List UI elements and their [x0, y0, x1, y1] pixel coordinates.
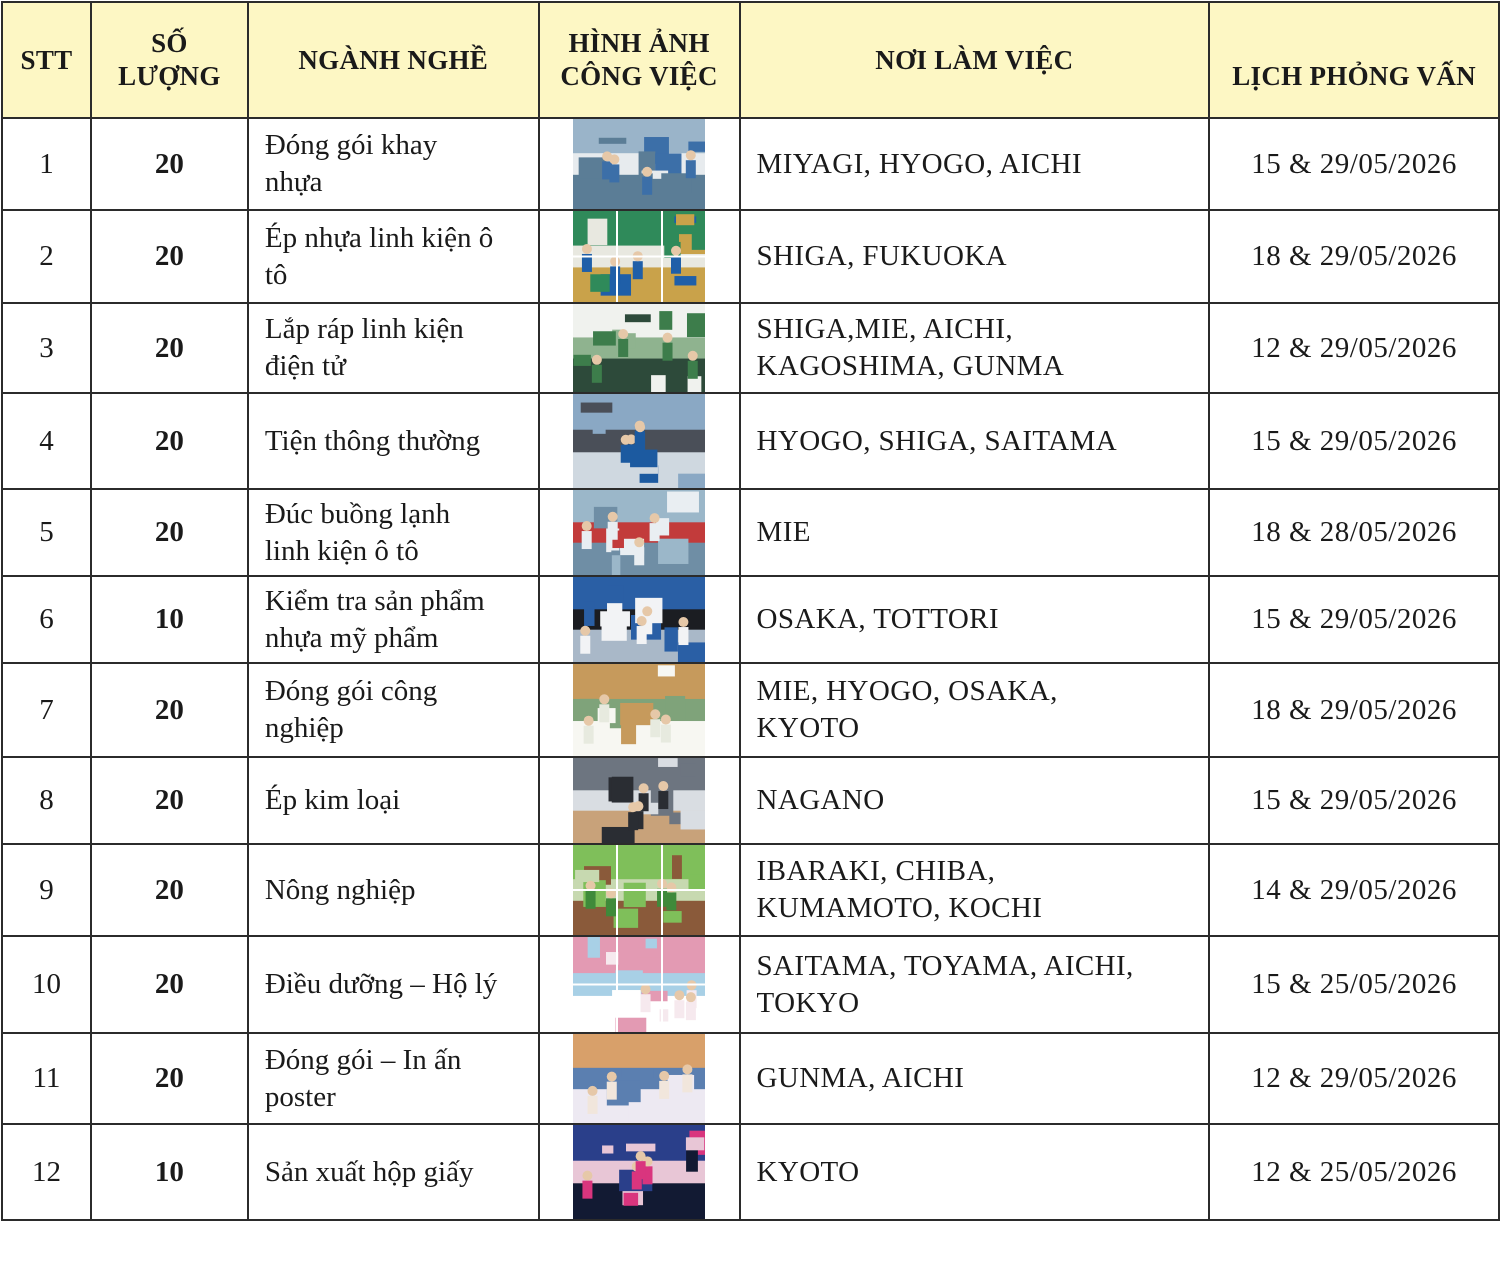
- row-stt: 6: [2, 576, 91, 663]
- row-stt: 8: [2, 757, 91, 844]
- row-date: 15 & 29/05/2026: [1209, 757, 1499, 844]
- row-date: 18 & 29/05/2026: [1209, 210, 1499, 303]
- header-schedule: LỊCH PHỎNG VẤN: [1209, 2, 1499, 118]
- row-image: [539, 757, 740, 844]
- row-stt: 9: [2, 844, 91, 936]
- row-quantity: 20: [91, 303, 248, 393]
- row-location: OSAKA, TOTTORI: [740, 576, 1210, 663]
- job-photo: [573, 490, 705, 575]
- row-location: MIE: [740, 489, 1210, 576]
- row-location: SHIGA,MIE, AICHI, KAGOSHIMA, GUNMA: [740, 303, 1210, 393]
- table-row: [2, 1124, 1499, 1220]
- nursing-collage-icon: [573, 937, 705, 1032]
- header-job: NGÀNH NGHỀ: [248, 2, 539, 118]
- row-location: KYOTO: [740, 1124, 1210, 1220]
- job-photo: [573, 845, 705, 935]
- row-date: 15 & 29/05/2026: [1209, 118, 1499, 210]
- job-photo: [573, 211, 705, 302]
- table-row: [2, 303, 1499, 393]
- job-photo: [573, 577, 705, 662]
- row-location: SHIGA, FUKUOKA: [740, 210, 1210, 303]
- row-quantity: 10: [91, 576, 248, 663]
- assembly-line-green-icon: [573, 304, 705, 392]
- row-quantity: 20: [91, 1033, 248, 1124]
- row-image: [539, 303, 740, 393]
- row-location: IBARAKI, CHIBA, KUMAMOTO, KOCHI: [740, 844, 1210, 936]
- row-image: [539, 393, 740, 489]
- row-image: [539, 663, 740, 757]
- row-quantity: 20: [91, 489, 248, 576]
- row-location: HYOGO, SHIGA, SAITAMA: [740, 393, 1210, 489]
- table-row: [2, 1033, 1499, 1124]
- row-stt: 7: [2, 663, 91, 757]
- row-date: 12 & 25/05/2026: [1209, 1124, 1499, 1220]
- row-image: [539, 936, 740, 1033]
- table-row: [2, 393, 1499, 489]
- job-table: [1, 1, 1500, 1221]
- row-location: SAITAMA, TOYAMA, AICHI, TOKYO: [740, 936, 1210, 1033]
- row-quantity: 20: [91, 663, 248, 757]
- table-row: [2, 210, 1499, 303]
- header-image: HÌNH ẢNH CÔNG VIỆC: [539, 2, 740, 118]
- row-job: Đóng gói công nghiệp: [248, 663, 539, 757]
- header-location: NƠI LÀM VIỆC: [740, 2, 1210, 118]
- inspection-white-icon: [573, 577, 705, 662]
- row-job: Ép kim loại: [248, 757, 539, 844]
- row-stt: 4: [2, 393, 91, 489]
- row-date: 18 & 29/05/2026: [1209, 663, 1499, 757]
- table-row: [2, 844, 1499, 936]
- metal-press-icon: [573, 758, 705, 843]
- row-stt: 10: [2, 936, 91, 1033]
- row-image: [539, 118, 740, 210]
- table-row: [2, 663, 1499, 757]
- job-photo: [573, 1034, 705, 1123]
- packing-boxes-icon: [573, 664, 705, 756]
- farming-collage-icon: [573, 845, 705, 935]
- row-image: [539, 1124, 740, 1220]
- row-image: [539, 489, 740, 576]
- row-image: [539, 210, 740, 303]
- table-row: [2, 118, 1499, 210]
- table-row: [2, 576, 1499, 663]
- job-photo: [573, 1125, 705, 1219]
- header-stt: STT: [2, 2, 91, 118]
- row-job: Kiểm tra sản phẩm nhựa mỹ phẩm: [248, 576, 539, 663]
- row-quantity: 20: [91, 210, 248, 303]
- job-photo: [573, 937, 705, 1032]
- paper-boxes-icon: [573, 1125, 705, 1219]
- row-stt: 1: [2, 118, 91, 210]
- row-date: 12 & 29/05/2026: [1209, 1033, 1499, 1124]
- row-location: GUNMA, AICHI: [740, 1033, 1210, 1124]
- row-job: Đóng gói – In ấn poster: [248, 1033, 539, 1124]
- job-photo: [573, 664, 705, 756]
- job-photo: [573, 119, 705, 209]
- print-packing-icon: [573, 1034, 705, 1123]
- lathe-workers-blue-icon: [573, 394, 705, 488]
- row-date: 14 & 29/05/2026: [1209, 844, 1499, 936]
- factory-machines-icon: [573, 119, 705, 209]
- row-quantity: 20: [91, 757, 248, 844]
- row-date: 15 & 29/05/2026: [1209, 393, 1499, 489]
- row-job: Nông nghiệp: [248, 844, 539, 936]
- header-row: [2, 2, 1499, 118]
- row-job: Tiện thông thường: [248, 393, 539, 489]
- row-date: 18 & 28/05/2026: [1209, 489, 1499, 576]
- table-row: [2, 936, 1499, 1033]
- row-stt: 5: [2, 489, 91, 576]
- row-image: [539, 844, 740, 936]
- row-quantity: 10: [91, 1124, 248, 1220]
- row-image: [539, 1033, 740, 1124]
- row-date: 15 & 25/05/2026: [1209, 936, 1499, 1033]
- row-quantity: 20: [91, 393, 248, 489]
- job-photo: [573, 394, 705, 488]
- row-job: Sản xuất hộp giấy: [248, 1124, 539, 1220]
- job-photo: [573, 758, 705, 843]
- job-photo: [573, 304, 705, 392]
- collage-workers-blue-icon: [573, 211, 705, 302]
- row-job: Đúc buồng lạnh linh kiện ô tô: [248, 489, 539, 576]
- row-job: Đóng gói khay nhựa: [248, 118, 539, 210]
- row-stt: 2: [2, 210, 91, 303]
- row-location: NAGANO: [740, 757, 1210, 844]
- row-job: Lắp ráp linh kiện điện tử: [248, 303, 539, 393]
- row-quantity: 20: [91, 844, 248, 936]
- row-date: 15 & 29/05/2026: [1209, 576, 1499, 663]
- row-location: MIE, HYOGO, OSAKA, KYOTO: [740, 663, 1210, 757]
- row-image: [539, 576, 740, 663]
- table-row: [2, 757, 1499, 844]
- row-job: Ép nhựa linh kiện ô tô: [248, 210, 539, 303]
- row-stt: 12: [2, 1124, 91, 1220]
- row-location: MIYAGI, HYOGO, AICHI: [740, 118, 1210, 210]
- clean-hall-icon: [573, 490, 705, 575]
- row-stt: 11: [2, 1033, 91, 1124]
- row-quantity: 20: [91, 936, 248, 1033]
- row-stt: 3: [2, 303, 91, 393]
- header-quantity: SỐ LƯỢNG: [91, 2, 248, 118]
- row-date: 12 & 29/05/2026: [1209, 303, 1499, 393]
- table-row: [2, 489, 1499, 576]
- row-quantity: 20: [91, 118, 248, 210]
- row-job: Điều dưỡng – Hộ lý: [248, 936, 539, 1033]
